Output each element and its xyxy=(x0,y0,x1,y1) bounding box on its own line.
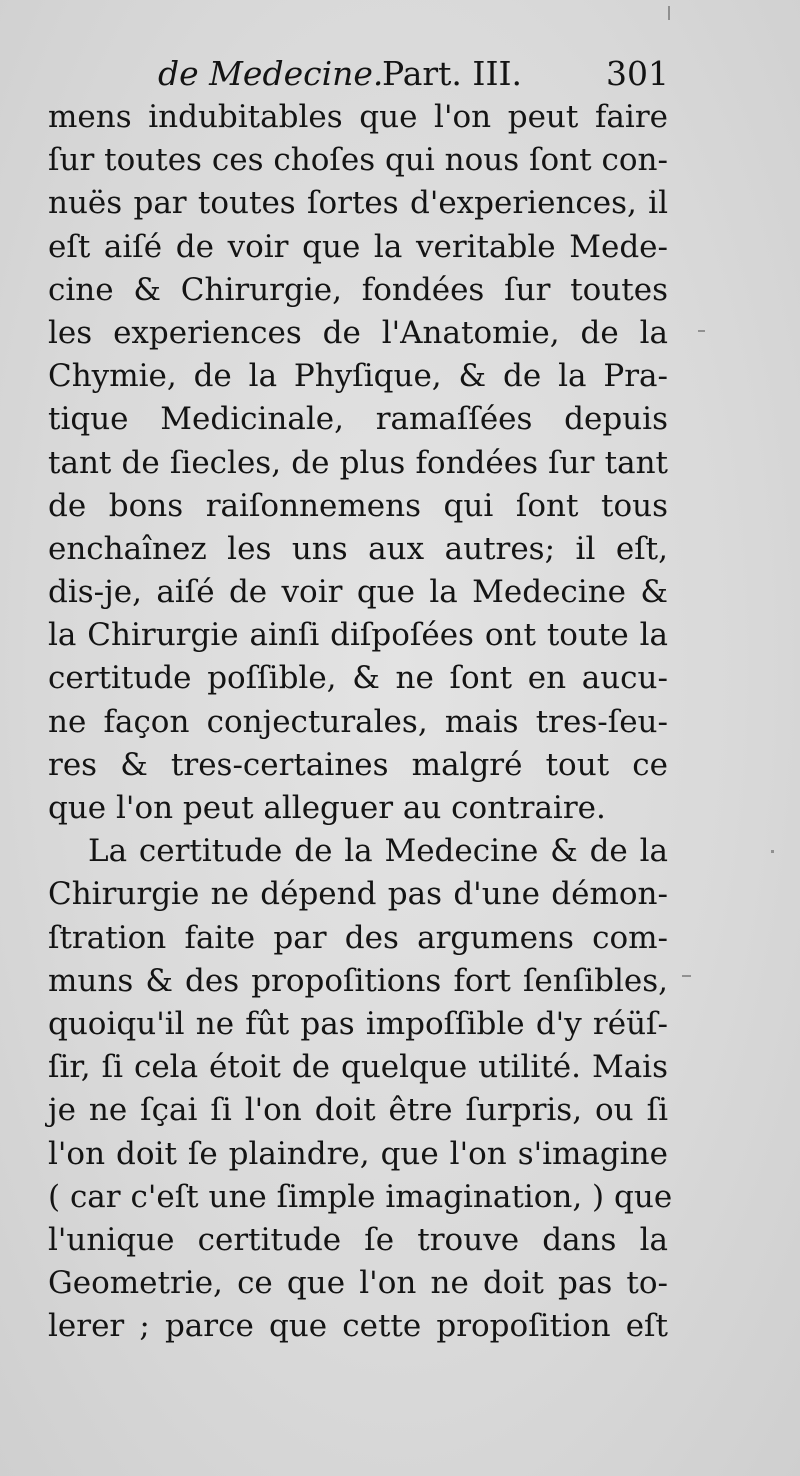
text-line: lerer ; parce que cette propoſition eſt xyxy=(48,1308,668,1345)
text-line: de bons raiſonnemens qui ſont tous xyxy=(48,487,668,524)
body-text xyxy=(48,96,673,1348)
running-head-title: de Medecine. xyxy=(158,54,384,93)
text-line: ſur toutes ces choſes qui nous ſont con- xyxy=(48,142,668,179)
text-line: res & tres-certaines malgré tout ce xyxy=(48,746,668,783)
text-line: ſtration faite par des argumens com- xyxy=(48,919,668,956)
text-line: eſt aiſé de voir que la veritable Mede- xyxy=(48,228,668,265)
text-line: les experiences de l'Anatomie, de la xyxy=(48,314,668,351)
text-line: Geometrie, ce que l'on ne doit pas to- xyxy=(48,1265,668,1302)
text-line: l'unique certitude ſe trouve dans la xyxy=(48,1221,668,1258)
text-line: la Chirurgie ainſi diſpoſées ont toute la xyxy=(48,617,668,654)
text-line: ſir, ſi cela étoit de quelque utilité. Mais xyxy=(48,1049,668,1086)
text-line: que l'on peut alleguer au contraire. xyxy=(48,790,606,826)
text-line: nuës par toutes ſortes d'experiences, il xyxy=(48,185,668,222)
running-head-part: Part. III. xyxy=(382,54,523,93)
margin-speck xyxy=(698,330,705,332)
text-line: dis-je, aiſé de voir que la Medecine & xyxy=(48,574,668,611)
text-line: La certitude de la Medecine & de la xyxy=(88,833,668,870)
text-line: Chirurgie ne dépend pas d'une démon- xyxy=(48,876,668,913)
margin-speck xyxy=(668,6,670,20)
margin-speck xyxy=(682,975,691,977)
text-line: l'on doit ſe plaindre, que l'on s'imagine xyxy=(48,1135,668,1172)
text-line: je ne ſçai ſi l'on doit être ſurpris, ou ſi xyxy=(48,1092,668,1129)
text-line: mens indubitables que l'on peut faire xyxy=(48,99,668,135)
page-number: 301 xyxy=(606,54,669,93)
text-line: certitude poſſible, & ne ſont en aucu- xyxy=(48,660,668,697)
text-line: cine & Chirurgie, fondées ſur toutes xyxy=(48,271,668,308)
text-line: Chymie, de la Phyſique, & de la Pra- xyxy=(48,358,668,395)
text-line: ( car c'eſt une ſimple imagination, ) que xyxy=(48,1178,673,1215)
text-line: muns & des propoſitions fort ſenſibles, xyxy=(48,962,668,999)
text-line: quoiqu'il ne fût pas impoſſible d'y réüſ- xyxy=(48,1005,668,1042)
text-line: tant de ſiecles, de plus fondées ſur tant xyxy=(48,444,668,481)
margin-speck xyxy=(771,850,774,853)
text-line: enchaînez les uns aux autres; il eſt, xyxy=(48,530,668,567)
text-line: tique Medicinale, ramaſſées depuis xyxy=(48,401,668,438)
running-head xyxy=(0,50,800,98)
text-line: ne façon conjecturales, mais tres-ſeu- xyxy=(48,703,668,740)
